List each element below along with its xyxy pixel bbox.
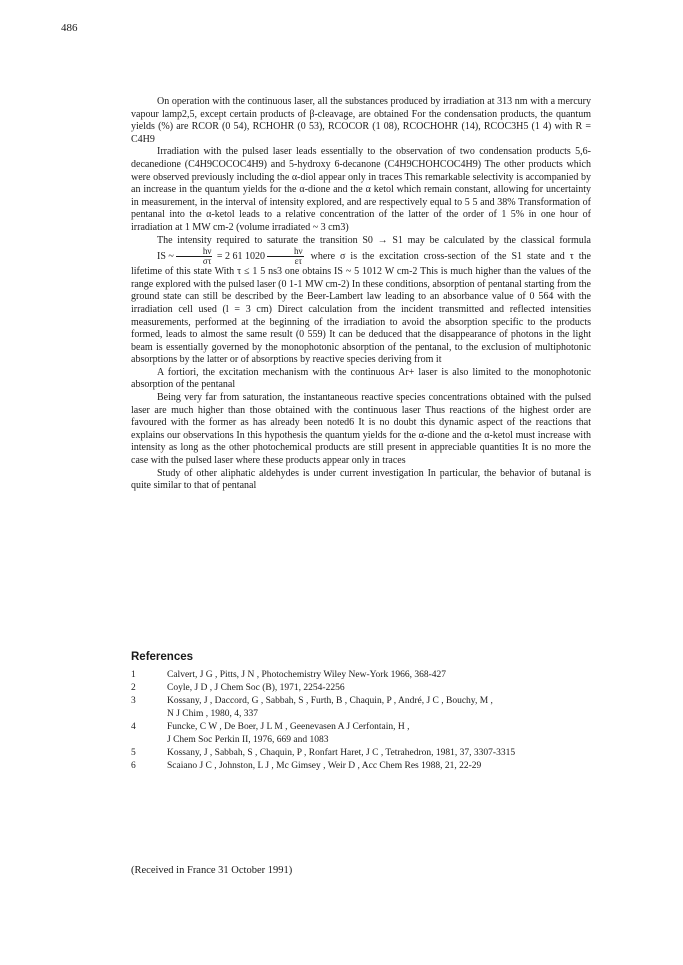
fraction-1-numerator: hν — [176, 247, 213, 257]
reference-citation — [167, 747, 601, 760]
formula-middle: = 2 61 1020 — [216, 250, 266, 262]
formula-fraction-1 — [176, 247, 213, 266]
reference-line: J Chem Soc Perkin II, 1976, 669 and 1083 — [167, 735, 329, 745]
reference-item — [131, 747, 601, 760]
reference-list — [131, 669, 601, 773]
formula-lhs: IS ~ — [157, 250, 174, 262]
article-body — [131, 96, 591, 493]
reference-line: Kossany, J , Daccord, G , Sabbah, S , Furth, B , Chaquin, P , André, J C , Bouchy, M , — [167, 696, 493, 706]
saturation-formula — [131, 247, 306, 266]
reference-item — [131, 760, 601, 773]
reference-number: 1 — [131, 670, 136, 680]
page-number: 486 — [61, 22, 78, 34]
reference-item — [131, 721, 601, 747]
formula-fraction-2 — [267, 247, 304, 266]
reference-line: Scaiano J C , Johnston, L J , Mc Gimsey , Weir D , Acc Chem Res 1988, 21, 22-29 — [167, 761, 482, 771]
reference-number: 6 — [131, 761, 136, 771]
reference-line: Funcke, C W , De Boer, J L M , Geenevasen A J Cerfontain, H , — [167, 722, 410, 732]
reference-number: 4 — [131, 722, 136, 732]
reference-line: N J Chim , 1980, 4, 337 — [167, 709, 259, 719]
paragraph-4: A fortiori, the excitation mechanism with the continuous Ar+ laser is also limited to the monophotonic absorption of the pentanal — [131, 366, 591, 391]
reference-citation — [167, 695, 601, 721]
paragraph-3-rest: where σ is the excitation cross-section of the S1 state and τ the lifetime of this state With τ ≤ 1 5 ns3 one obtains IS ~ 5 1012 W cm-2 This is much higher than the values of the range explored with the pulsed laser (0 1-1 MW cm-2) In these conditions, absorption of pentanal starting from the ground state can still be described by the Beer-Lambert law leading to an absorbance value of 0 564 with the irradiation cell used (l = 3 cm) Direct calculation from the incident transmitted and reflected intensities measurements, performed at the beginning of the irradiation to avoid the absorption specific to the products formed, leads to almost the same result (0 559) It can be deduced that the disappearance of photons in the light beam is essentially governed by the monophotonic absorption of the pentanal, to the exclusion of multiphotonic absorptions by the latter or of absorptions by reactive species deriving from it — [131, 250, 592, 366]
received-date: (Received in France 31 October 1991) — [131, 865, 293, 876]
reference-number: 3 — [131, 696, 136, 706]
paragraph-5: Being very far from saturation, the instantaneous reactive species concentrations obtained with the pulsed laser are much higher than those obtained with the continuous laser Thus reactions of the highest order are favoured with the former as has already been noted6 It is no doubt this dynamic aspect of the reactions that explains our observations In this hypothesis the quantum yields for the α-dione and the α-ketol must increase with intensity as long as the other photochemical products are still present in appreciable quantities It is no more the case with the pulsed laser where these products appear only in traces — [131, 392, 591, 467]
reference-citation — [167, 682, 601, 695]
reference-number: 5 — [131, 748, 136, 758]
paragraph-1: On operation with the continuous laser, all the substances produced by irradiation at 313 nm with a mercury vapour lamp2,5, except certain products of β-cleavage, are obtained For the condensation products, the quantum yields (%) are RCOR (0 54), RCHOHR (0 53), RCOCOR (1 08), RCOCHOHR (14), RCOC3H5 (1 4) with R = C4H9 — [131, 96, 591, 145]
paragraph-2: Irradiation with the pulsed laser leads essentially to the observation of two condensation products 5,6-decanedione (C4H9COCOC4H9) and 5-hydroxy 6-decanone (C4H9CHOHCOC4H9) The other products which were observed previously including the α-diol appear only in traces This remarkable selectivity is accompanied by an increase in the quantum yields for the α-dione and the α ketol which remain constant, allowing for uncertainty in measurement, in the interval of intensity explored, and are respectively equal to 5 5 and 38% Transformation of pentanal into the α-ketol leads to a relative concentration of the latter of the order of 1 5% in one hour of irradiation at 1 MW cm-2 (volume irradiated ~ 3 cm3) — [131, 146, 591, 233]
reference-citation — [167, 669, 601, 682]
paragraph-6: Study of other aliphatic aldehydes is under current investigation In particular, the behavior of butanal is quite similar to that of pentanal — [131, 467, 591, 492]
reference-number: 2 — [131, 683, 136, 693]
reference-citation — [167, 721, 601, 747]
reference-line: Kossany, J , Sabbah, S , Chaquin, P , Ronfart Haret, J C , Tetrahedron, 1981, 37, 3307-3315 — [167, 748, 516, 758]
reference-line: Coyle, J D , J Chem Soc (B), 1971, 2254-2256 — [167, 683, 345, 693]
paragraph-3-lead: The intensity required to saturate the transition S0 → S1 may be calculated by the classical formula — [157, 234, 591, 246]
references-heading: References — [131, 651, 194, 663]
reference-citation — [167, 760, 601, 773]
fraction-2-numerator: hν — [267, 247, 304, 257]
fraction-2-denominator: ετ — [294, 256, 303, 267]
reference-item — [131, 682, 601, 695]
references-section — [131, 651, 601, 773]
reference-item — [131, 695, 601, 721]
reference-item — [131, 669, 601, 682]
paragraph-3 — [131, 235, 591, 367]
fraction-1-denominator: στ — [202, 256, 212, 267]
reference-line: Calvert, J G , Pitts, J N , Photochemistry Wiley New-York 1966, 368-427 — [167, 670, 446, 680]
